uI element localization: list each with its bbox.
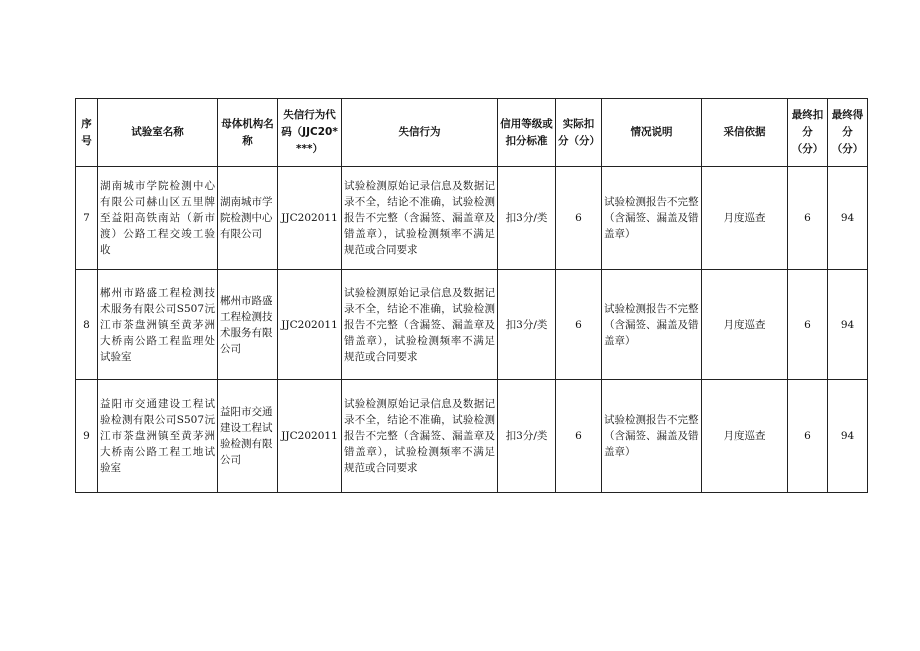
cell-basis: 月度巡查: [702, 270, 788, 380]
header-grade-standard: 信用等级或扣分标准: [498, 99, 556, 167]
credit-deduction-table: [75, 98, 868, 493]
cell-code: JJC202011: [278, 167, 342, 270]
header-parent-org: 母体机构名称: [218, 99, 278, 167]
header-final-score: 最终得分（分）: [828, 99, 868, 167]
cell-actual-deduction: 6: [556, 380, 602, 493]
header-behavior: 失信行为: [342, 99, 498, 167]
cell-final-score: 94: [828, 380, 868, 493]
header-code: 失信行为代码（JJC20****）: [278, 99, 342, 167]
cell-final-score: 94: [828, 167, 868, 270]
table-header-row: [76, 99, 868, 167]
cell-lab-name: 郴州市路盛工程检测技术服务有限公司S507沅江市茶盘洲镇至黄茅洲大桥南公路工程监理处试验室: [98, 270, 218, 380]
cell-basis: 月度巡查: [702, 380, 788, 493]
cell-seq: 9: [76, 380, 98, 493]
table-row: [76, 380, 868, 493]
cell-description: 试验检测报告不完整（含漏签、漏盖及错盖章）: [602, 270, 702, 380]
header-seq: 序号: [76, 99, 98, 167]
header-basis: 采信依据: [702, 99, 788, 167]
table-row: [76, 270, 868, 380]
cell-description: 试验检测报告不完整（含漏签、漏盖及错盖章）: [602, 167, 702, 270]
cell-seq: 7: [76, 167, 98, 270]
cell-behavior: 试验检测原始记录信息及数据记录不全，结论不准确，试验检测报告不完整（含漏签、漏盖章及错盖章），试验检测频率不满足规范或合同要求: [342, 380, 498, 493]
header-final-deduction: 最终扣分（分）: [788, 99, 828, 167]
cell-final-score: 94: [828, 270, 868, 380]
header-lab-name: 试验室名称: [98, 99, 218, 167]
cell-lab-name: 益阳市交通建设工程试验检测有限公司S507沅江市茶盘洲镇至黄茅洲大桥南公路工程工地试验室: [98, 380, 218, 493]
cell-parent-org: 郴州市路盛工程检测技术服务有限公司: [218, 270, 278, 380]
cell-grade-standard: 扣3分/类: [498, 167, 556, 270]
header-actual-deduction: 实际扣分（分）: [556, 99, 602, 167]
cell-final-deduction: 6: [788, 270, 828, 380]
cell-description: 试验检测报告不完整（含漏签、漏盖及错盖章）: [602, 380, 702, 493]
cell-final-deduction: 6: [788, 167, 828, 270]
cell-final-deduction: 6: [788, 380, 828, 493]
cell-behavior: 试验检测原始记录信息及数据记录不全，结论不准确，试验检测报告不完整（含漏签、漏盖章及错盖章），试验检测频率不满足规范或合同要求: [342, 270, 498, 380]
cell-code: JJC202011: [278, 270, 342, 380]
header-description: 情况说明: [602, 99, 702, 167]
table-row: [76, 167, 868, 270]
cell-basis: 月度巡查: [702, 167, 788, 270]
cell-parent-org: 湖南城市学院检测中心有限公司: [218, 167, 278, 270]
cell-lab-name: 湖南城市学院检测中心有限公司赫山区五里牌至益阳高铁南站（新市渡）公路工程交竣工验收: [98, 167, 218, 270]
cell-parent-org: 益阳市交通建设工程试验检测有限公司: [218, 380, 278, 493]
cell-seq: 8: [76, 270, 98, 380]
cell-actual-deduction: 6: [556, 167, 602, 270]
cell-grade-standard: 扣3分/类: [498, 380, 556, 493]
cell-code: JJC202011: [278, 380, 342, 493]
cell-grade-standard: 扣3分/类: [498, 270, 556, 380]
cell-behavior: 试验检测原始记录信息及数据记录不全，结论不准确，试验检测报告不完整（含漏签、漏盖章及错盖章），试验检测频率不满足规范或合同要求: [342, 167, 498, 270]
cell-actual-deduction: 6: [556, 270, 602, 380]
